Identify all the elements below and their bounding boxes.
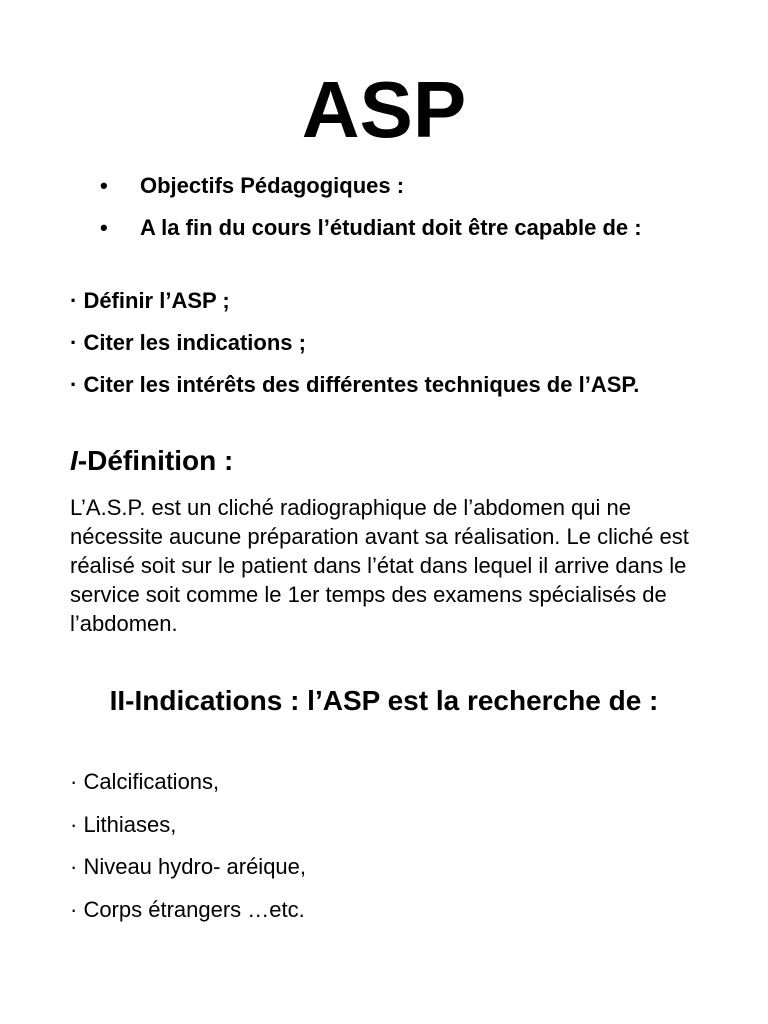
objective-item (100, 214, 660, 242)
objectives-list (100, 172, 660, 256)
bullet-icon: • (100, 215, 108, 240)
goal-item: · Définir l’ASP ; (70, 288, 230, 313)
indication-item: · Niveau hydro- aréique, (70, 854, 307, 879)
definition-paragraph: L’A.S.P. est un cliché radiographique de l’abdomen qui ne nécessite aucune préparation avant sa réalisation. Le cliché est réalisé soit sur le patient dans l’état dans lequel il arrive dans le service soit comme le 1er temps des examens spécialisés de l’abdomen. (70, 495, 689, 636)
goal-item: · Citer les intérêts des différentes techniques de l’ASP. (70, 372, 640, 397)
objective-text: Objectifs Pédagogiques : (140, 173, 405, 198)
document-title: ASP (301, 65, 467, 154)
objective-text: A la fin du cours l’étudiant doit être capable de : (140, 215, 642, 240)
section-numeral: I (70, 445, 78, 476)
section-heading-text: -Définition : (77, 445, 234, 476)
indication-item: · Calcifications, (70, 769, 220, 794)
bullet-icon: • (100, 173, 108, 198)
goal-item: · Citer les indications ; (70, 330, 306, 355)
section-heading-definition (70, 444, 710, 478)
objective-item (100, 172, 660, 200)
indication-item: · Lithiases, (70, 812, 177, 837)
indication-item: · Corps étrangers …etc. (70, 897, 305, 922)
section-heading-indications: II-Indications : l’ASP est la recherche de : (109, 685, 659, 716)
